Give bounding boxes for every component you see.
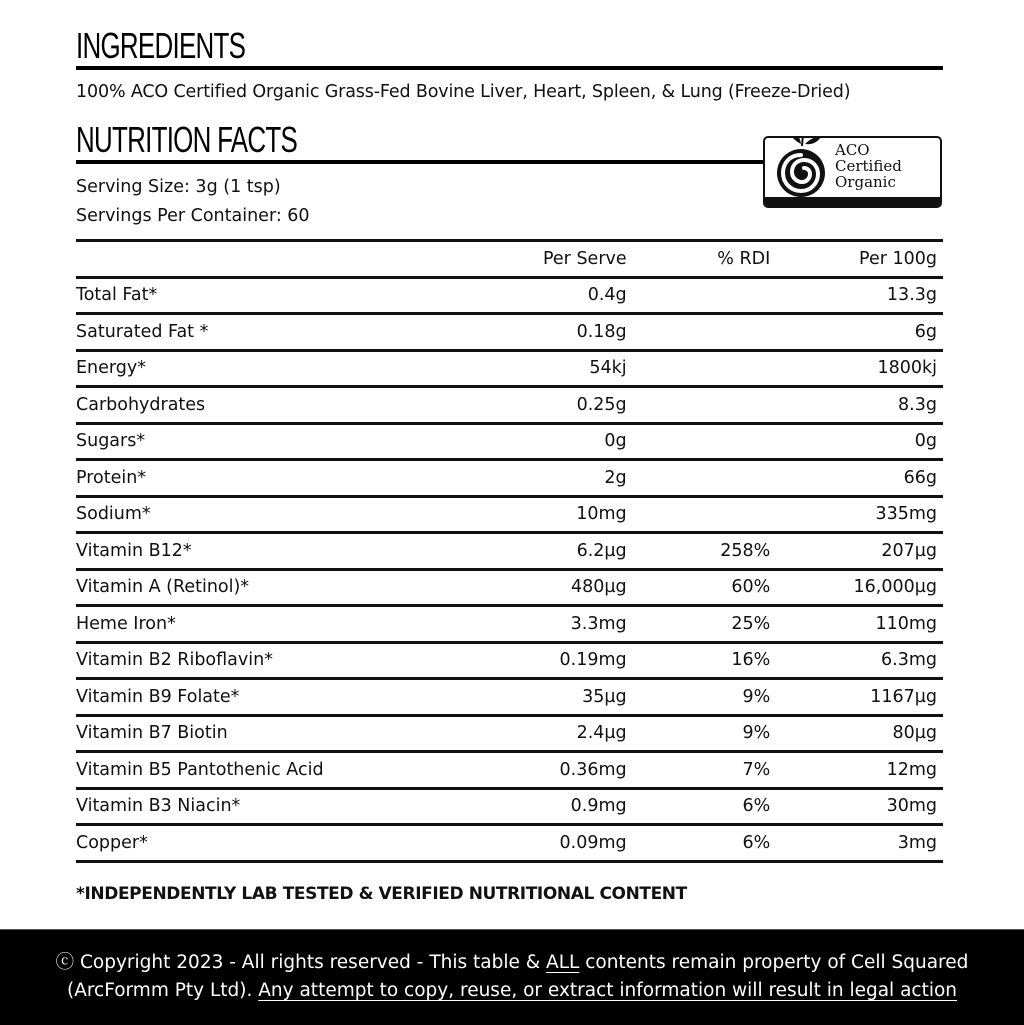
rdi-value: 258% [627,533,771,570]
copyright-text-a: Copyright 2023 - All rights reserved - This table & [74,952,547,973]
rdi-value: 7% [627,752,771,789]
serving-size: Serving Size: 3g (1 tsp) [76,177,281,197]
per-100g-value: 30mg [770,788,943,825]
per-100g-value: 1167µg [770,679,943,716]
rdi-value [627,496,771,533]
table-row [76,314,943,351]
rdi-value: 6% [627,788,771,825]
per-serve-value: 0g [405,423,627,460]
table-row [76,752,943,789]
per-100g-value: 0g [770,423,943,460]
rdi-value [627,350,771,387]
table-row [76,642,943,679]
nutrient-name: Protein* [76,460,405,497]
rdi-value: 25% [627,606,771,643]
rdi-value [627,314,771,351]
aco-certified-organic-logo [763,136,942,208]
logo-text-certified: Certified [835,157,902,175]
table-row [76,569,943,606]
table-row [76,679,943,716]
per-serve-value: 35µg [405,679,627,716]
table-row [76,825,943,862]
nutrient-name: Vitamin B5 Pantothenic Acid [76,752,405,789]
nutrient-name: Vitamin B7 Biotin [76,715,405,752]
rdi-value [627,277,771,314]
per-serve-value: 0.4g [405,277,627,314]
legal-warning: Any attempt to copy, reuse, or extract information will result in legal action [258,980,958,1001]
per-100g-value: 13.3g [770,277,943,314]
table-row [76,715,943,752]
per-serve-value: 0.25g [405,387,627,424]
ingredients-heading: INGREDIENTS [76,25,246,66]
table-row [76,788,943,825]
nutrition-facts-heading: NUTRITION FACTS [76,119,298,160]
rdi-value: 6% [627,825,771,862]
per-100g-value: 3mg [770,825,943,862]
nutrient-name: Sodium* [76,496,405,533]
nutrition-facts-divider [76,160,764,164]
column-header-nutrient [76,241,405,278]
nutrient-name: Heme Iron* [76,606,405,643]
per-100g-value: 1800kj [770,350,943,387]
per-100g-value: 12mg [770,752,943,789]
per-serve-value: 0.36mg [405,752,627,789]
table-row [76,496,943,533]
table-row [76,533,943,570]
column-header-per-serve: Per Serve [405,241,627,278]
per-serve-value: 54kj [405,350,627,387]
per-100g-value: 8.3g [770,387,943,424]
per-serve-value: 0.19mg [405,642,627,679]
rdi-value: 9% [627,715,771,752]
logo-bottom-bar [765,197,940,206]
ingredients-text: 100% ACO Certified Organic Grass-Fed Bovine Liver, Heart, Spleen, & Lung (Freeze-Dried) [76,82,851,102]
per-100g-value: 66g [770,460,943,497]
rdi-value [627,387,771,424]
logo-text [835,142,902,190]
nutrient-name: Energy* [76,350,405,387]
column-header-per-100g: Per 100g [770,241,943,278]
table-row [76,460,943,497]
per-serve-value: 0.18g [405,314,627,351]
per-100g-value: 335mg [770,496,943,533]
copyright-footer [0,929,1024,1025]
nutrient-name: Copper* [76,825,405,862]
nutrient-name: Vitamin A (Retinol)* [76,569,405,606]
table-row [76,606,943,643]
rdi-value [627,460,771,497]
nutrient-name: Vitamin B2 Riboflavin* [76,642,405,679]
copyright-company: (ArcFormm Pty Ltd). [66,980,259,1001]
per-serve-value: 0.9mg [405,788,627,825]
rdi-value: 16% [627,642,771,679]
nutrient-name: Vitamin B12* [76,533,405,570]
table-row [76,423,943,460]
logo-text-organic: Organic [835,173,896,191]
nutrition-table-body [76,277,943,861]
per-serve-value: 10mg [405,496,627,533]
servings-per-container: Servings Per Container: 60 [76,206,310,226]
table-row [76,387,943,424]
copyright-all-emphasis: ALL [546,952,580,973]
column-header-rdi: % RDI [627,241,771,278]
nutrient-name: Carbohydrates [76,387,405,424]
per-serve-value: 0.09mg [405,825,627,862]
logo-text-aco: ACO [835,141,870,159]
per-serve-value: 3.3mg [405,606,627,643]
ingredients-divider [76,66,943,70]
rdi-value: 9% [627,679,771,716]
rdi-value [627,423,771,460]
nutrient-name: Vitamin B9 Folate* [76,679,405,716]
per-100g-value: 80µg [770,715,943,752]
per-100g-value: 207µg [770,533,943,570]
per-100g-value: 16,000µg [770,569,943,606]
nutrient-name: Saturated Fat * [76,314,405,351]
per-serve-value: 2.4µg [405,715,627,752]
per-serve-value: 6.2µg [405,533,627,570]
per-serve-value: 2g [405,460,627,497]
per-serve-value: 480µg [405,569,627,606]
per-100g-value: 6.3mg [770,642,943,679]
table-row [76,277,943,314]
nutrient-name: Sugars* [76,423,405,460]
table-row [76,350,943,387]
copyright-line-1 [0,949,1024,977]
per-100g-value: 110mg [770,606,943,643]
nutrition-table [76,239,943,863]
table-header-row [76,241,943,278]
copyright-icon: ⓒ [55,952,75,973]
per-100g-value: 6g [770,314,943,351]
nutrient-name: Vitamin B3 Niacin* [76,788,405,825]
rdi-value: 60% [627,569,771,606]
lab-tested-footnote: *INDEPENDENTLY LAB TESTED & VERIFIED NUTRITIONAL CONTENT [76,884,687,904]
nutrient-name: Total Fat* [76,277,405,314]
copyright-line-2 [0,977,1024,1005]
copyright-text-b: contents remain property of Cell Squared [579,952,969,973]
